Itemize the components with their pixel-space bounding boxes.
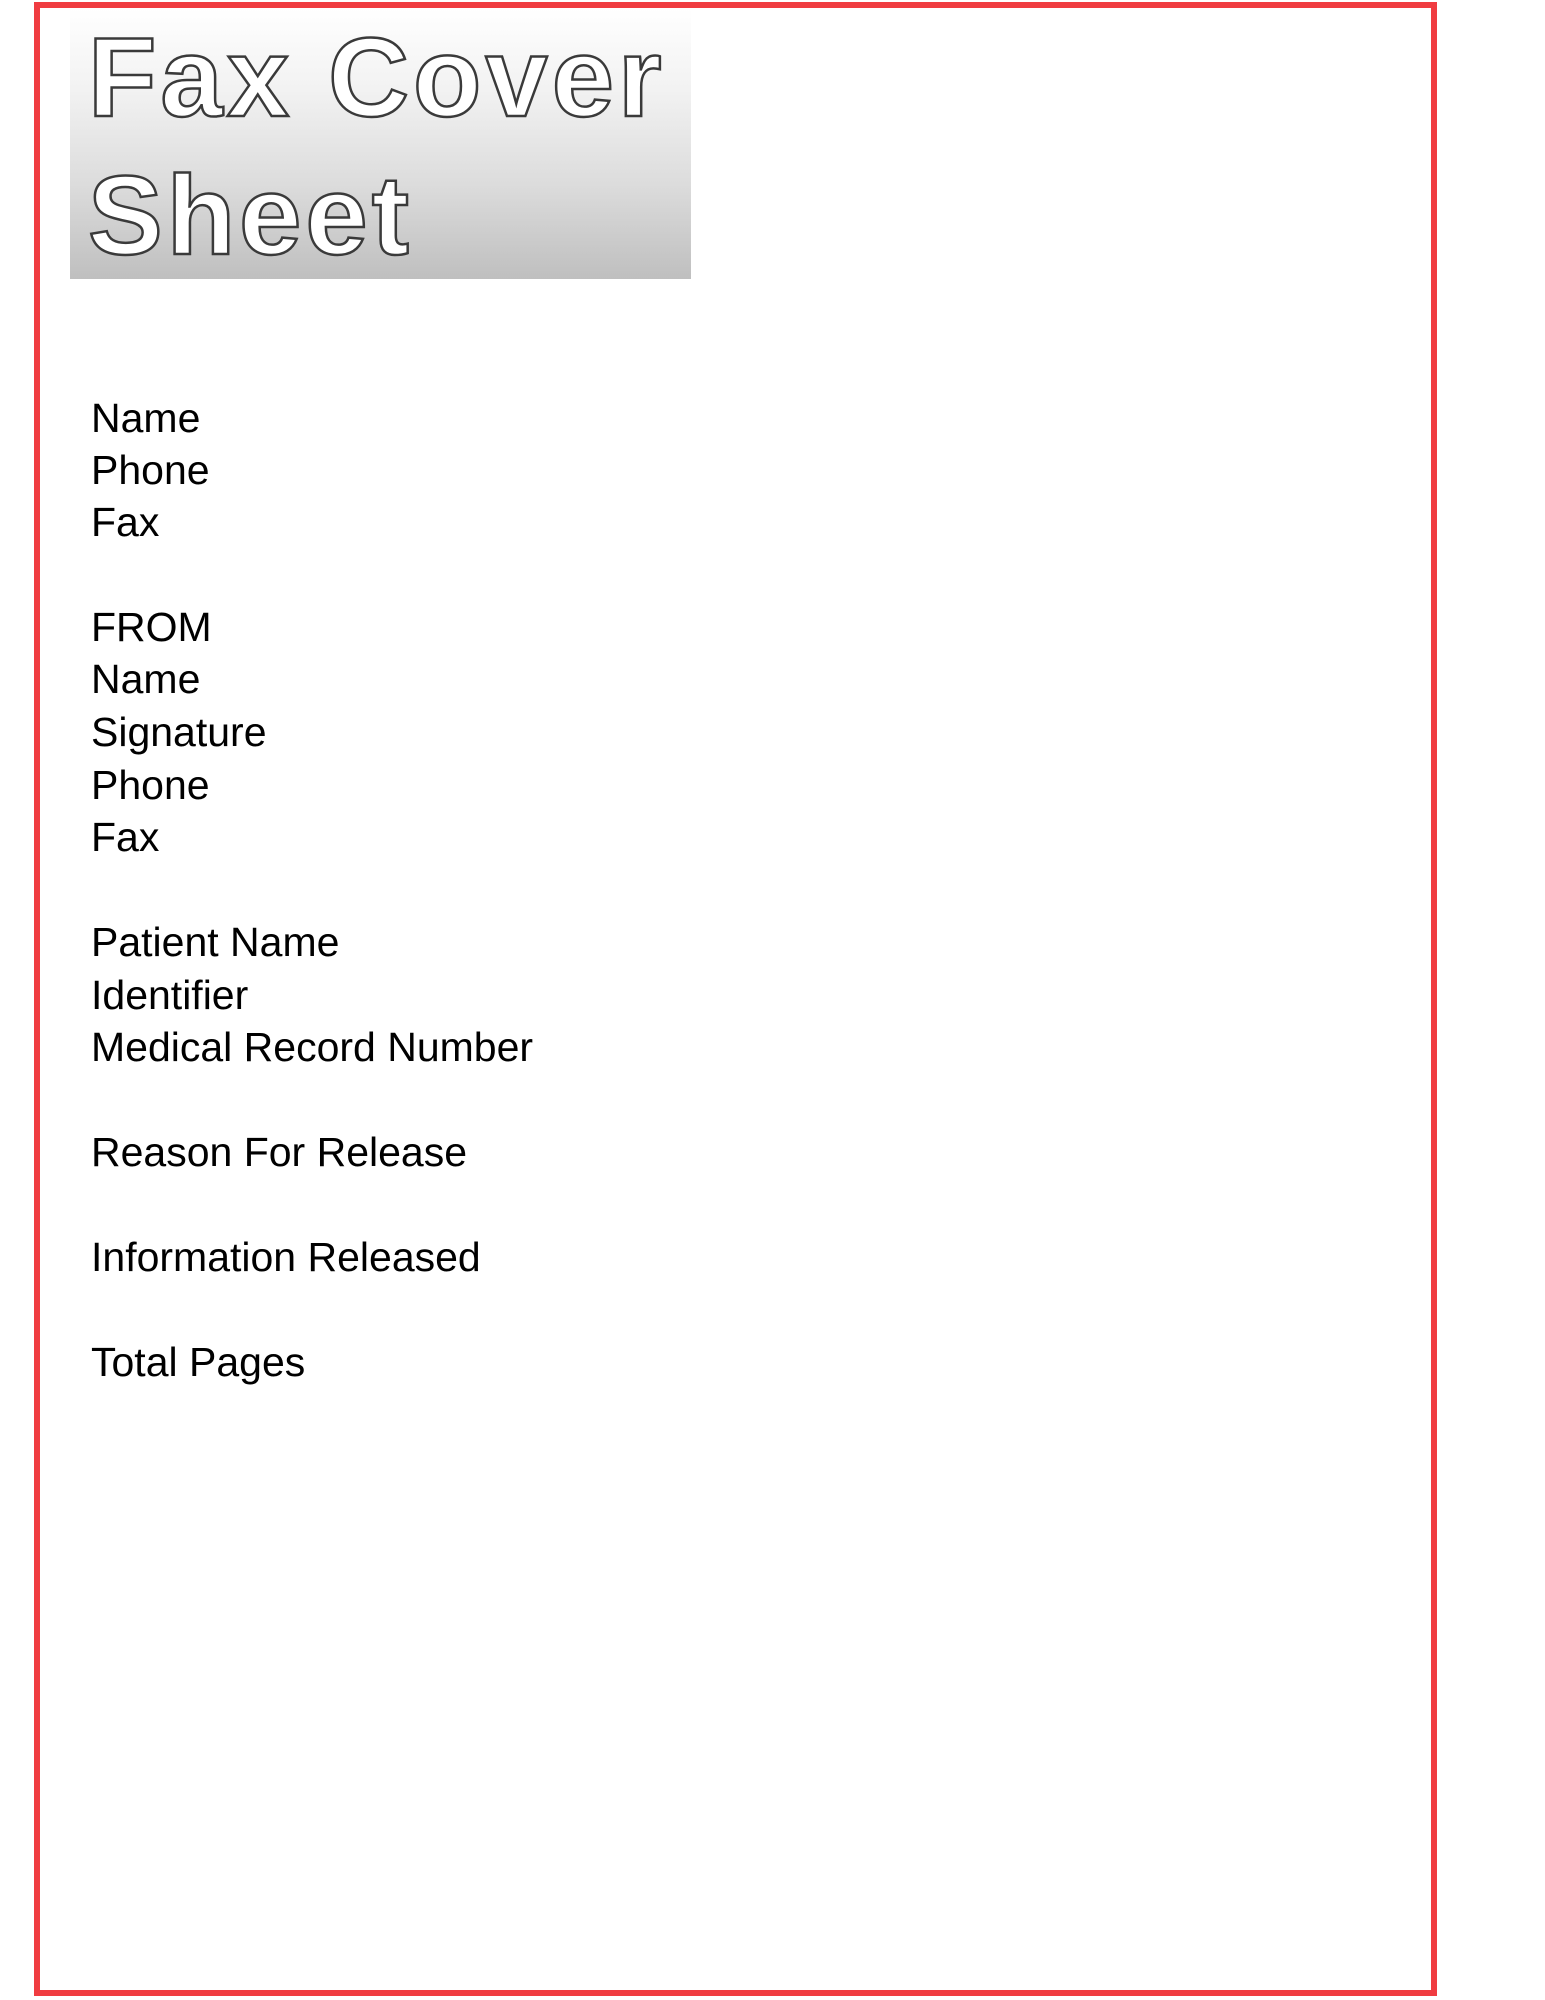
recipient-name-label: Name — [91, 395, 201, 441]
page-title-line-1: Fax Cover — [88, 15, 666, 140]
total-pages-label: Total Pages — [91, 1339, 306, 1385]
recipient-phone-label: Phone — [91, 447, 210, 493]
patient-name-label: Patient Name — [91, 919, 340, 965]
from-heading: FROM — [91, 604, 212, 650]
recipient-fax-label: Fax — [91, 499, 160, 545]
sender-signature-label: Signature — [91, 709, 267, 755]
page-title-line-2: Sheet — [88, 153, 413, 278]
sender-fax-label: Fax — [91, 814, 160, 860]
reason-for-release-label: Reason For Release — [91, 1129, 468, 1175]
sender-phone-label: Phone — [91, 762, 210, 808]
medical-record-number-label: Medical Record Number — [91, 1024, 534, 1070]
sender-name-label: Name — [91, 656, 201, 702]
identifier-label: Identifier — [91, 972, 249, 1018]
title-banner — [70, 8, 691, 279]
information-released-label: Information Released — [91, 1234, 481, 1280]
